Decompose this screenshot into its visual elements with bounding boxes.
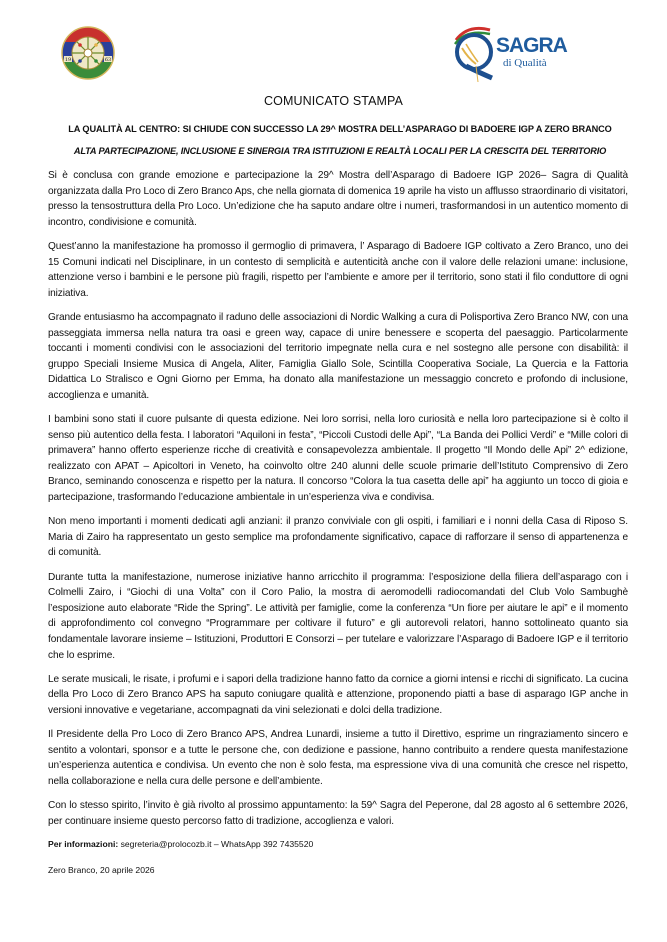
sagra-logo-word: SAGRA	[496, 34, 567, 57]
contact-separator: –	[211, 838, 222, 849]
dateline: Zero Branco, 20 aprile 2026	[48, 864, 155, 875]
paragraph-asparagus: Quest’anno la manifestazione ha promosso il germoglio di primavera, l’ Asparago di Badoere IGP coltivato a Zero Branco, uno dei 15 Comuni indicati nel Disciplinare, in un contesto di semplicità e autenticità anche con il valore delle relazioni umane: inclusione, attenzione verso i bambini e le persone più fragili, rispetto per l’ambiente e amore per il territorio, sono stati il filo conduttore di ogni iniziativa.	[48, 240, 628, 299]
pro-loco-logo	[60, 25, 116, 81]
svg-text:63: 63	[104, 57, 112, 63]
sagra-di-qualita-logo	[446, 22, 576, 84]
headline: LA QUALITÀ AL CENTRO: SI CHIUDE CON SUCCESSO LA 29^ MOSTRA DELL’ASPARAGO DI BADOERE IGP A ZERO BRANCO	[68, 124, 612, 134]
contact-label: Per informazioni:	[48, 838, 119, 849]
contact-whatsapp: WhatsApp 392 7435520	[221, 838, 314, 849]
paragraph-evenings: Le serate musicali, le risate, i profumi e i sapori della tradizione hanno fatto da cornice a giorni intensi e ricchi di significato. La cucina della Pro Loco di Zero Branco APS ha saputo coniugare qualità e attenzione, proponendo piatti a base di asparago IGP anche in versioni innovative e vegetariane, accompagnati da vini selezionati e dolci della tradizione.	[48, 673, 628, 716]
paragraph-program: Durante tutta la manifestazione, numerose iniziative hanno arricchito il programma: l’esposizione della filiera dell’asparago con i Colmelli Zairo, i “Giochi di una Volta” con il Coro Palio, la mostra di aeromodelli radiocomandati del Club Volo Sambughè l’esposizione auto elaborate “Ride the Spring”. Le attività per famiglie, come la conferenza “Un fiore per aiutare le api” e il momento di approfondimento col convegno “Programmare per coltivare il futuro” e gli autorevoli relatori, hanno sottolineato quanto sia fondamentale lavorare insieme – Istituzioni, Produttori E Consorzi – per tutelare e valorizzare l’Asparago di Badoere IGP e il territorio che lo esprime.	[48, 571, 628, 661]
sagra-q-emblem-icon	[446, 22, 576, 84]
paragraph-president: Il Presidente della Pro Loco di Zero Branco APS, Andrea Lunardi, insieme a tutto il Direttivo, esprime un ringraziamento sincero e sentito a volontari, sponsor e a tutte le persone che, con dedizione e passione, hanno contribuito a rendere questa manifestazione un’esperienza autentica e condivisa. Un evento che non è solo festa, ma espressione viva di una comunità che cresce nel rispetto, nella collaborazione e nella cura delle persone e dell’ambiente.	[48, 729, 628, 787]
subheadline: ALTA PARTECIPAZIONE, INCLUSIONE E SINERGIA TRA ISTITUZIONI E REALTÀ LOCALI PER LA CRESCITA DEL TERRITORIO	[73, 146, 607, 156]
contact-info	[48, 838, 628, 850]
paragraph-next-event: Con lo stesso spirito, l’invito è già rivolto al prossimo appuntamento: la 59^ Sagra del Peperone, dal 28 agosto al 6 settembre 2026, per continuare insieme questo percorso fatto di tradizione, accoglienza e valori.	[48, 800, 628, 827]
contact-email[interactable]: segreteria@prolocozb.it	[120, 838, 212, 849]
svg-text:19: 19	[64, 57, 72, 63]
paragraph-intro: Si è conclusa con grande emozione e partecipazione la 29^ Mostra dell’Asparago di Badoere IGP 2026– Sagra di Qualità organizzata dalla Pro Loco di Zero Branco Aps, che nella giornata di domenica 19 aprile ha visto un afflusso straordinario di visitatori, presso la tensostruttura della Pro Loco. Un’edizione che ha saputo andare oltre i numeri, trasformandosi in un autentico momento di incontro, condivisione e comunità.	[48, 170, 628, 228]
document-body	[48, 168, 628, 876]
paragraph-children: I bambini sono stati il cuore pulsante di questa edizione. Nei loro sorrisi, nella loro curiosità e nella loro partecipazione si è colto il senso più autentico della festa. I laboratori “Aquiloni in festa”, “Piccoli Custodi delle Api”, “La Banda dei Pollici Verdi” e “Mille colori di primavera” hanno offerto esperienze ricche di creatività e consapevolezza ambientale. Il progetto “Il Mondo delle Api” 2^ edizione, realizzato con APAT – Apicoltori in Veneto, ha coinvolto oltre 240 alunni delle scuole primarie dell’Istituto Comprensivo di Zero Branco, seminando conoscenza e rispetto per la natura. Il concorso “Colora la tua casetta delle api” ha aggiunto un tocco di gioia e partecipazione, trasformando l’educazione ambientale in un’esperienza viva e condivisa.	[48, 414, 628, 504]
paragraph-nordic-walking: Grande entusiasmo ha accompagnato il raduno delle associazioni di Nordic Walking a cura di Polisportiva Zero Branco NW, con una passeggiata immersa nella natura tra oasi e green way, capace di unire benessere e scoperta del paesaggio. Particolarmente toccanti i momenti condivisi con le associazioni del territorio impegnate nella cura e nel sostegno alle persone con disabilità: il gruppo Speciali Insieme Musica di Angela, Aliter, Famiglia Giallo Sole, Scintilla Cooperativa Sociale, La Quercia e la Fattoria Didattica Lo Stralisco e Ogni Giorno per Emma, ha donato alla manifestazione un messaggio concreto e profondo di inclusione, accoglienza e umanità.	[48, 311, 628, 401]
document-title: COMUNICATO STAMPA	[264, 94, 403, 108]
pro-loco-seal-icon	[60, 25, 116, 81]
sagra-logo-subword: di Qualità	[503, 57, 547, 69]
paragraph-elderly: Non meno importanti i momenti dedicati agli anziani: il pranzo conviviale con gli ospiti, i familiari e i nonni della Casa di Riposo S. Maria di Zairo ha rappresentato un gesto semplice ma profondamente significativo, capace di rafforzare il senso di appartenenza e di comunità.	[48, 516, 628, 559]
